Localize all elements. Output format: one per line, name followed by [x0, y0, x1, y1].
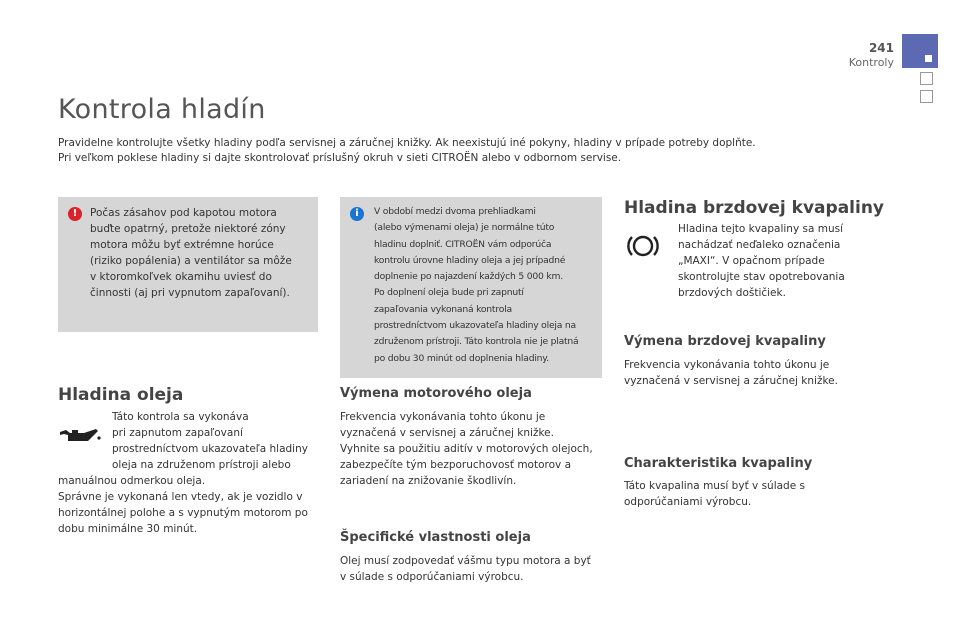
text-line: Frekvencia vykonávania tohto úkonu je: [340, 411, 546, 423]
text-line: dobu minimálne 30 minút.: [58, 523, 198, 535]
text-line: zabezpečíte tým bezporuchovosť motorov a: [340, 459, 572, 471]
engine-oil-change-text: [340, 409, 610, 489]
text-line: horizontálnej polohe a s vypnutým motorom po: [58, 507, 308, 519]
text-line: Frekvencia vykonávania tohto úkonu je: [624, 359, 830, 371]
fluid-specs-text: [624, 478, 894, 510]
tab-indicator: [925, 55, 932, 62]
warning-icon: !: [68, 207, 82, 221]
info-line: hladinu doplniť. CITROËN vám odporúča: [374, 238, 552, 250]
oil-specs-title: Špecifické vlastnosti oleja: [340, 530, 531, 545]
info-text: [374, 204, 598, 367]
warning-line: v ktoromkoľvek okamihu uviesť do: [90, 271, 272, 283]
oil-level-text-indented: [112, 409, 322, 473]
info-icon: i: [350, 207, 364, 221]
text-line: brzdových doštičiek.: [678, 287, 786, 299]
warning-text: [90, 205, 310, 301]
info-line: V období medzi dvoma prehliadkami: [374, 206, 536, 217]
text-line: pri zapnutom zapaľovaní: [112, 427, 243, 439]
chapter-tab[interactable]: [902, 34, 938, 68]
info-line: (alebo výmenami oleja) je normálne túto: [374, 222, 555, 234]
text-line: skontrolujte stav opotrebovania: [678, 271, 845, 283]
text-line: Správne je vykonaná len vtedy, ak je vozidlo v: [58, 491, 303, 503]
text-line: Táto kontrola sa vykonáva: [112, 411, 249, 423]
text-line: nachádzať neďaleko označenia: [678, 239, 841, 251]
intro-text: [58, 136, 898, 166]
oil-level-text: [58, 473, 323, 537]
brake-warning-icon: [626, 233, 660, 259]
text-line: odporúčaniami výrobcu.: [624, 496, 752, 508]
info-line: kontrolu úrovne hladiny oleja a jej prípadné: [374, 254, 566, 266]
text-line: v súlade s odporúčaniami výrobcu.: [340, 571, 524, 583]
text-line: oleja na združenom prístroji alebo: [112, 459, 291, 471]
text-line: vyznačená v servisnej a záručnej knižke.: [340, 427, 554, 439]
chapter-tab-empty[interactable]: [920, 90, 933, 103]
oil-can-icon: [58, 426, 102, 444]
brake-fluid-change-text: [624, 357, 894, 389]
oil-level-title: Hladina oleja: [58, 385, 184, 405]
page-title: Kontrola hladín: [58, 94, 266, 125]
chapter-tab-empty[interactable]: [920, 72, 933, 85]
warning-line: buďte opatrný, pretože niektoré zóny: [90, 223, 286, 235]
fluid-specs-title: Charakteristika kvapaliny: [624, 456, 813, 471]
page-number: 241: [868, 41, 894, 55]
info-line: po dobu 30 minút od doplnenia hladiny.: [374, 352, 549, 364]
text-line: manuálnou odmerkou oleja.: [58, 475, 206, 487]
brake-fluid-change-title: Výmena brzdovej kvapaliny: [624, 334, 826, 349]
engine-oil-change-title: Výmena motorového oleja: [340, 386, 532, 401]
info-line: združenom prístroji. Táto kontrola nie je platná: [374, 336, 579, 348]
text-line: Hladina tejto kvapaliny sa musí: [678, 223, 844, 235]
info-line: zapaľovania vykonaná kontrola: [374, 303, 512, 315]
text-line: vyznačená v servisnej a záručnej knižke.: [624, 375, 838, 387]
text-line: prostredníctvom ukazovateľa hladiny: [112, 443, 308, 455]
intro-line: Pravidelne kontrolujte všetky hladiny podľa servisnej a záručnej knižky. Ak neexistujú iné pokyny, hladiny v prípade potreby doplňte.: [58, 137, 756, 149]
info-line: prostredníctvom ukazovateľa hladiny oleja na: [374, 320, 576, 332]
info-line: doplnenie po najazdení každých 5 000 km.: [374, 271, 563, 283]
warning-line: (riziko popálenia) a ventilátor sa môže: [90, 255, 292, 267]
brake-fluid-level-title: Hladina brzdovej kvapaliny: [624, 198, 885, 218]
text-line: zariadení na znižovanie škodlivín.: [340, 475, 517, 487]
info-line: Po doplnení oleja bude pri zapnutí: [374, 287, 524, 299]
text-line: Olej musí zodpovedať vášmu typu motora a byť: [340, 555, 591, 567]
intro-line: Pri veľkom poklese hladiny si dajte skontrolovať príslušný okruh v sieti CITROËN alebo v odbornom servise.: [58, 152, 622, 164]
warning-box: [58, 197, 318, 332]
text-line: Táto kvapalina musí byť v súlade s: [624, 480, 805, 492]
warning-line: motora môžu byť extrémne horúce: [90, 239, 274, 251]
oil-specs-text: [340, 553, 610, 585]
text-line: „MAXI“. V opačnom prípade: [678, 255, 825, 267]
text-line: Vyhnite sa použitiu aditív v motorových olejoch,: [340, 443, 593, 455]
warning-line: Počas zásahov pod kapotou motora: [90, 207, 277, 219]
info-box: [340, 197, 602, 378]
brake-fluid-level-text: [678, 221, 878, 301]
section-name: Kontroly: [848, 56, 894, 69]
warning-line: činnosti (aj pri vypnutom zapaľovaní).: [90, 287, 290, 299]
